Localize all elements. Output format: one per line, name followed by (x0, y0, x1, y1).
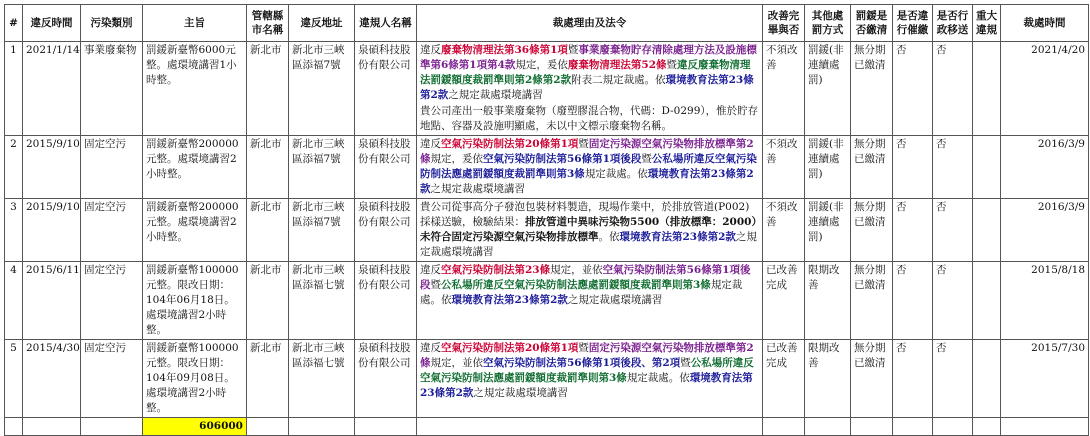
table-row (5, 262, 1089, 340)
city-cell: 新北市 (247, 199, 289, 262)
header-improved: 改善完畢與否 (763, 5, 805, 42)
row-number: 3 (5, 199, 23, 262)
header-date: 違反時間 (23, 5, 81, 42)
header-row (5, 5, 1089, 42)
reason-segment: 違反 (420, 44, 441, 56)
reason-segment: 規定裁處。依 (626, 372, 690, 384)
table-row (5, 199, 1089, 262)
other-penalty-cell: 罰鍰(非連續處罰) (805, 42, 851, 136)
reason-segment: 之規定裁處環境講習 (448, 89, 543, 101)
reason-segment: 違反 (420, 138, 441, 150)
subject-cell: 罰鍰新臺幣200000元整。處環境講習2小時整。 (143, 199, 247, 262)
header-paid: 罰鍰是否繳清 (851, 5, 893, 42)
violation-date: 2021/1/14 (23, 42, 81, 136)
other-penalty-cell: 限期改善 (805, 262, 851, 340)
other-penalty-cell: 罰鍰(非連續處罰) (805, 136, 851, 199)
pollution-type: 固定空污 (81, 199, 143, 262)
header-other: 其他處罰方式 (805, 5, 851, 42)
reason-segment: 規定，並依 (550, 264, 603, 276)
reason-segment: 之規定裁處環境講習 (420, 231, 757, 258)
decision-date-cell: 2021/4/20 (1001, 42, 1089, 136)
address-cell: 新北市三峽區添福7號 (289, 199, 355, 262)
reason-segment: 空氣污染防制法第20條第1項 (441, 138, 579, 150)
violator-cell: 泉碩科技股份有限公司 (355, 262, 417, 340)
table-row (5, 340, 1089, 418)
reason-segment: 公私場所違反空氣污染防制法應處罰鍰額度裁罰準則第3條 (420, 153, 757, 180)
city-cell: 新北市 (247, 136, 289, 199)
violation-date: 2015/9/10 (23, 199, 81, 262)
reason-segment: 空氣污染防制法第56條第1項後段 (483, 153, 642, 165)
subject-cell: 罰鍰新臺幣200000元整。處環境講習2小時整。 (143, 136, 247, 199)
violator-cell: 泉碩科技股份有限公司 (355, 199, 417, 262)
pollution-type: 固定空污 (81, 136, 143, 199)
paid-cell: 無分期已繳清 (851, 262, 893, 340)
header-major: 重大違規 (973, 5, 1001, 42)
table-row (5, 42, 1089, 136)
city-cell: 新北市 (247, 42, 289, 136)
reason-cell (417, 42, 763, 136)
improved-cell: 不須改善 (763, 199, 805, 262)
reason-segment: 違反 (420, 342, 441, 354)
reason-segment: 規定，爰依 (430, 153, 483, 165)
reason-segment: 公私場所違反空氣污染防制法應處罰鍰額度裁罰準則第3條 (420, 357, 754, 384)
reason-segment: 違反廢棄物清理法罰鍰額度裁罰準則第2條第2款 (420, 59, 751, 86)
paid-cell: 無分期已繳清 (851, 199, 893, 262)
decision-date-cell: 2015/8/18 (1001, 262, 1089, 340)
violation-date: 2015/9/10 (23, 136, 81, 199)
violator-cell: 泉碩科技股份有限公司 (355, 340, 417, 418)
header-type: 污染類別 (81, 5, 143, 42)
improved-cell: 已改善完成 (763, 340, 805, 418)
subject-cell: 罰鍰新臺幣100000元整。限改日期：104年09月08日。處環境講習2小時整。 (143, 340, 247, 418)
reason-segment: 廢棄物清理法第36條第1項 (441, 44, 568, 56)
reason-segment: 環境教育法第23條第2款 (420, 74, 754, 101)
major-cell (973, 199, 1001, 262)
reason-segment: 空氣污染防制法第20條第1項 (441, 342, 579, 354)
reminder-cell: 否 (893, 136, 933, 199)
reason-segment: 。依 (598, 231, 620, 243)
paid-cell: 無分期已繳清 (851, 136, 893, 199)
header-reason: 裁處理由及法令 (417, 5, 763, 42)
header-subject: 主旨 (143, 5, 247, 42)
major-cell (973, 136, 1001, 199)
reminder-cell: 否 (893, 199, 933, 262)
reason-segment: 廢棄物清理法第52條 (567, 59, 667, 71)
address-cell: 新北市三峽區添福七號 (289, 340, 355, 418)
row-number: 1 (5, 42, 23, 136)
city-cell: 新北市 (247, 262, 289, 340)
reason-segment: 空氣污染防制法第56條第1項後段 (420, 264, 751, 291)
reason-segment: 附表二規定裁處。依 (571, 74, 666, 86)
reason-segment: 固定污染源空氣污染物排放標準第2條 (420, 342, 754, 369)
transfer-cell: 否 (933, 42, 973, 136)
reason-segment: 違反 (420, 264, 441, 276)
transfer-cell: 否 (933, 199, 973, 262)
reason-segment: 固定污染源空氣污染物排放標準第2條 (420, 138, 754, 165)
table-row (5, 136, 1089, 199)
paid-cell: 無分期已繳清 (851, 42, 893, 136)
transfer-cell: 否 (933, 136, 973, 199)
major-cell (973, 42, 1001, 136)
address-cell: 新北市三峽區添福7號 (289, 42, 355, 136)
header-violator: 違規人名稱 (355, 5, 417, 42)
decision-date-cell: 2016/3/9 (1001, 136, 1089, 199)
header-address: 違反地址 (289, 5, 355, 42)
pollution-type: 固定空污 (81, 262, 143, 340)
reason-segment: 暨 (666, 59, 678, 71)
reason-segment: 之規定裁處環境講習 (567, 294, 663, 306)
reason-segment: 規定裁處。依 (420, 279, 743, 306)
reason-cell (417, 136, 763, 199)
reason-segment: 事業廢棄物貯存清除處理方法及設施標準第6條第1項第4款 (420, 44, 757, 71)
reason-cell (417, 262, 763, 340)
total-amount: 606000 (143, 418, 247, 436)
reason-segment: 環境教育法第23條第2款 (420, 168, 754, 195)
improved-cell: 已改善完成 (763, 262, 805, 340)
reason-segment: 公私場所違反空氣污染防制法應處罰鍰額度裁罰準則第3條 (441, 279, 711, 291)
reason-segment: 環境教育法第23條第2款 (619, 231, 736, 243)
violation-date: 2015/4/30 (23, 340, 81, 418)
city-cell: 新北市 (247, 340, 289, 418)
major-cell (973, 262, 1001, 340)
other-penalty-cell: 罰鍰(非連續處罰) (805, 199, 851, 262)
header-decision-date: 裁處時間 (1001, 5, 1089, 42)
reason-segment: 暨 (641, 153, 652, 165)
header-reminder: 是否違行催繳 (893, 5, 933, 42)
reason-segment: 規定裁處。依 (584, 168, 648, 180)
violation-date: 2015/6/11 (23, 262, 81, 340)
decision-date-cell: 2016/3/9 (1001, 199, 1089, 262)
header-num: # (5, 5, 23, 42)
reason-segment: 暨 (567, 44, 579, 56)
address-cell: 新北市三峽區添福7號 (289, 136, 355, 199)
transfer-cell: 否 (933, 340, 973, 418)
major-cell (973, 340, 1001, 418)
other-penalty-cell: 限期改善 (805, 340, 851, 418)
reason-segment: 之規定裁處環境講習 (430, 183, 525, 195)
reason-segment: 之規定裁處環境講習 (473, 387, 568, 399)
reason-segment: 貴公司從事高分子發泡包裝材料製造，現場作業中，於排放管道(P002)採樣送驗，檢驗結果： (420, 201, 750, 228)
row-number: 2 (5, 136, 23, 199)
decision-date-cell: 2015/7/30 (1001, 340, 1089, 418)
reason-segment: 空氣污染防制法第56條第1項後段、第2項 (483, 357, 681, 369)
header-city: 管轄縣市名稱 (247, 5, 289, 42)
violation-table (4, 4, 1089, 436)
reason-cell (417, 340, 763, 418)
row-number: 4 (5, 262, 23, 340)
reason-segment: 環境教育法第23條第2款 (420, 372, 753, 399)
reason-segment: 規定，並依 (430, 357, 483, 369)
row-number: 5 (5, 340, 23, 418)
reason-extra: 貴公司產出一般事業廢棄物（廢塑膠混合物，代碼：D-0299），惟於貯存地點、容器及設施明顯處，未以中文標示廢棄物名稱。 (420, 105, 759, 132)
reason-segment: 暨 (578, 138, 589, 150)
reason-segment: 環境教育法第23條第2款 (451, 294, 568, 306)
pollution-type: 固定空污 (81, 340, 143, 418)
table-body (5, 42, 1089, 418)
subject-cell: 罰鍰新臺幣6000元整。處環境講習1小時整。 (143, 42, 247, 136)
reason-segment: 空氣污染防制法第23條 (441, 264, 551, 276)
reason-segment: 暨 (430, 279, 441, 291)
reminder-cell: 否 (893, 262, 933, 340)
violator-cell: 泉碩科技股份有限公司 (355, 42, 417, 136)
transfer-cell: 否 (933, 262, 973, 340)
violator-cell: 泉碩科技股份有限公司 (355, 136, 417, 199)
address-cell: 新北市三峽區添福七號 (289, 262, 355, 340)
header-transfer: 是否行政移送 (933, 5, 973, 42)
reason-segment: 暨 (680, 357, 691, 369)
pollution-type: 事業廢棄物 (81, 42, 143, 136)
reason-segment: 排放管道中異味污染物5500（排放標準：2000）未符合固定污染源空氣污染物排放標準 (420, 216, 757, 243)
reason-segment: 規定，爰依 (515, 59, 568, 71)
improved-cell: 不須改善 (763, 42, 805, 136)
reminder-cell: 否 (893, 42, 933, 136)
reason-cell (417, 199, 763, 262)
subject-cell: 罰鍰新臺幣100000元整。限改日期：104年06月18日。處環境講習2小時整。 (143, 262, 247, 340)
improved-cell: 不須改善 (763, 136, 805, 199)
reminder-cell: 否 (893, 340, 933, 418)
reason-segment: 暨 (578, 342, 589, 354)
paid-cell: 無分期已繳清 (851, 340, 893, 418)
